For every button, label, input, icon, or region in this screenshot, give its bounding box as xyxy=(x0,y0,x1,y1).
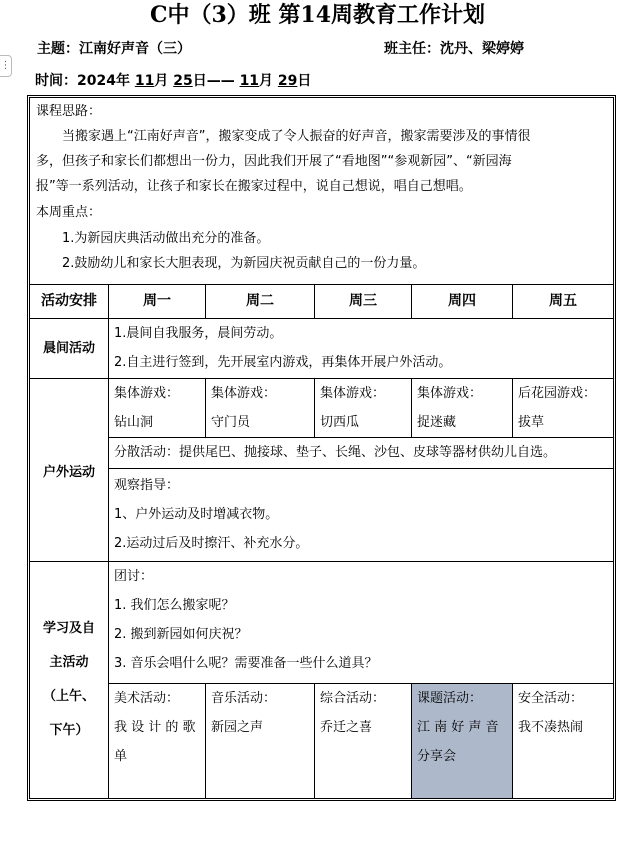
day-header-fri xyxy=(513,285,613,319)
course-line-1: 当搬家遇上“江南好声音”，搬家变成了令人振奋的好声音，搬家需要涉及的事情很 xyxy=(62,129,531,144)
time-row xyxy=(35,70,311,90)
schedule-label: 活动安排 xyxy=(41,293,97,309)
end-month: 11 xyxy=(239,73,260,89)
learning-label-line-2: 主活动 xyxy=(49,655,89,670)
activity-wed xyxy=(315,684,412,798)
day-header-wed xyxy=(315,285,412,319)
day-label-tue: 周二 xyxy=(246,293,274,309)
game-name-wed: 切西瓜 xyxy=(320,415,360,430)
outdoor-game-fri xyxy=(513,379,613,438)
day-header-tue xyxy=(206,285,315,319)
learning-label-cell xyxy=(30,562,109,798)
activity-type-fri: 安全活动： xyxy=(518,691,584,706)
scatter-text: 分散活动：提供尾巴、抛接球、垫子、长绳、沙包、皮球等器材供幼儿自选。 xyxy=(114,445,557,460)
activity-name-tue: 新园之声 xyxy=(211,720,264,735)
game-name-mon: 钻山洞 xyxy=(114,415,154,430)
game-name-tue: 守门员 xyxy=(211,415,251,430)
outdoor-game-thu xyxy=(412,379,513,438)
learning-label-line-3: （上午、 xyxy=(42,689,95,704)
activity-name-mon-1: 我 设 计 的 歌 xyxy=(114,720,196,735)
outdoor-game-wed xyxy=(315,379,412,438)
time-label: 时间： xyxy=(35,73,77,89)
day-header-thu xyxy=(412,285,513,319)
activity-name-mon-2: 单 xyxy=(114,749,128,764)
time-year: 2024年 xyxy=(77,73,130,89)
game-type-fri: 后花园游戏： xyxy=(518,386,597,401)
focus-item-2: 2.鼓励幼儿和家长大胆表现，为新园庆祝贡献自己的一份力量。 xyxy=(62,256,426,271)
activity-mon xyxy=(109,684,206,798)
activity-name-wed: 乔迁之喜 xyxy=(320,720,373,735)
discuss-line-1: 1. 我们怎么搬家呢？ xyxy=(114,598,235,613)
morning-label: 晨间活动 xyxy=(42,341,95,356)
activity-type-tue: 音乐活动： xyxy=(211,691,277,706)
activity-tue xyxy=(206,684,315,798)
activity-name-thu-1: 江 南 好 声 音 xyxy=(417,720,499,735)
activity-type-mon: 美术活动： xyxy=(114,691,180,706)
outdoor-game-mon xyxy=(109,379,206,438)
day-char-2: 日 xyxy=(297,73,312,89)
margin-handle-icon[interactable]: ⋮ xyxy=(0,55,12,77)
observe-line-2: 2.运动过后及时擦汗、补充水分。 xyxy=(114,536,309,551)
course-line-3: 报”等一系列活动，让孩子和家长在搬家过程中，说自己想说，唱自己想唱。 xyxy=(36,179,472,194)
activity-thu-highlighted xyxy=(412,684,513,798)
date-dash: —— xyxy=(206,73,235,89)
morning-line-1: 1.晨间自我服务，晨间劳动。 xyxy=(114,326,283,341)
theme-label: 主题： xyxy=(37,41,79,57)
end-day: 29 xyxy=(277,73,298,89)
scatter-activity xyxy=(109,438,613,469)
day-label-wed: 周三 xyxy=(349,293,377,309)
page-title: C中（3）班 第14周教育工作计划 xyxy=(149,2,486,28)
observe-line-1: 1、户外运动及时增减衣物。 xyxy=(114,507,279,522)
learning-label-line-4: 下午） xyxy=(49,723,89,738)
activity-type-thu: 课题活动： xyxy=(417,691,483,706)
game-type-wed: 集体游戏： xyxy=(320,386,386,401)
course-section xyxy=(30,98,613,285)
learning-label-line-1: 学习及自 xyxy=(42,621,95,636)
game-type-tue: 集体游戏： xyxy=(211,386,277,401)
day-header-mon xyxy=(109,285,206,319)
day-label-fri: 周五 xyxy=(549,293,577,309)
focus-item-1: 1.为新园庆典活动做出充分的准备。 xyxy=(62,231,270,246)
morning-label-cell xyxy=(30,319,109,379)
teacher-label: 班主任： xyxy=(384,41,440,57)
teacher-value: 沈丹、梁婷婷 xyxy=(440,41,524,57)
activity-type-wed: 综合活动： xyxy=(320,691,386,706)
game-name-thu: 捉迷藏 xyxy=(417,415,457,430)
discuss-line-3: 3. 音乐会唱什么呢？需要准备一些什么道具？ xyxy=(114,656,378,671)
game-type-mon: 集体游戏： xyxy=(114,386,180,401)
teacher-row xyxy=(384,38,524,58)
morning-content xyxy=(109,319,613,379)
activity-fri xyxy=(513,684,613,798)
observe-guide xyxy=(109,469,613,562)
day-char-1: 日 xyxy=(192,73,207,89)
game-name-fri: 拔草 xyxy=(518,415,545,430)
learning-label xyxy=(30,612,108,748)
activity-name-thu-2: 分享会 xyxy=(417,749,457,764)
day-label-mon: 周一 xyxy=(143,293,171,309)
discuss-label: 团讨： xyxy=(114,569,154,584)
morning-line-2: 2.自主进行签到，先开展室内游戏，再集体开展户外活动。 xyxy=(114,355,452,370)
outdoor-label-cell xyxy=(30,379,109,562)
day-label-thu: 周四 xyxy=(448,293,476,309)
outdoor-game-tue xyxy=(206,379,315,438)
discussion xyxy=(109,562,613,684)
plan-table xyxy=(27,95,616,801)
activity-name-fri: 我不凑热闹 xyxy=(518,720,584,735)
month-char-1: 月 xyxy=(154,73,169,89)
month-char-2: 月 xyxy=(259,73,274,89)
start-day: 25 xyxy=(173,73,193,89)
outdoor-label: 户外运动 xyxy=(42,465,95,480)
theme-value: 江南好声音（三） xyxy=(79,41,191,57)
course-label: 课程思路： xyxy=(36,104,102,119)
schedule-label-cell xyxy=(30,285,109,319)
game-type-thu: 集体游戏： xyxy=(417,386,483,401)
observe-label: 观察指导： xyxy=(114,478,180,493)
start-month: 11 xyxy=(134,73,155,89)
theme-row xyxy=(37,38,191,58)
discuss-line-2: 2. 搬到新园如何庆祝？ xyxy=(114,627,248,642)
course-line-2: 多，但孩子和家长们都想出一份力，因此我们开展了“看地图”“参观新园”、“新园海 xyxy=(36,154,512,169)
focus-label: 本周重点： xyxy=(36,205,102,220)
